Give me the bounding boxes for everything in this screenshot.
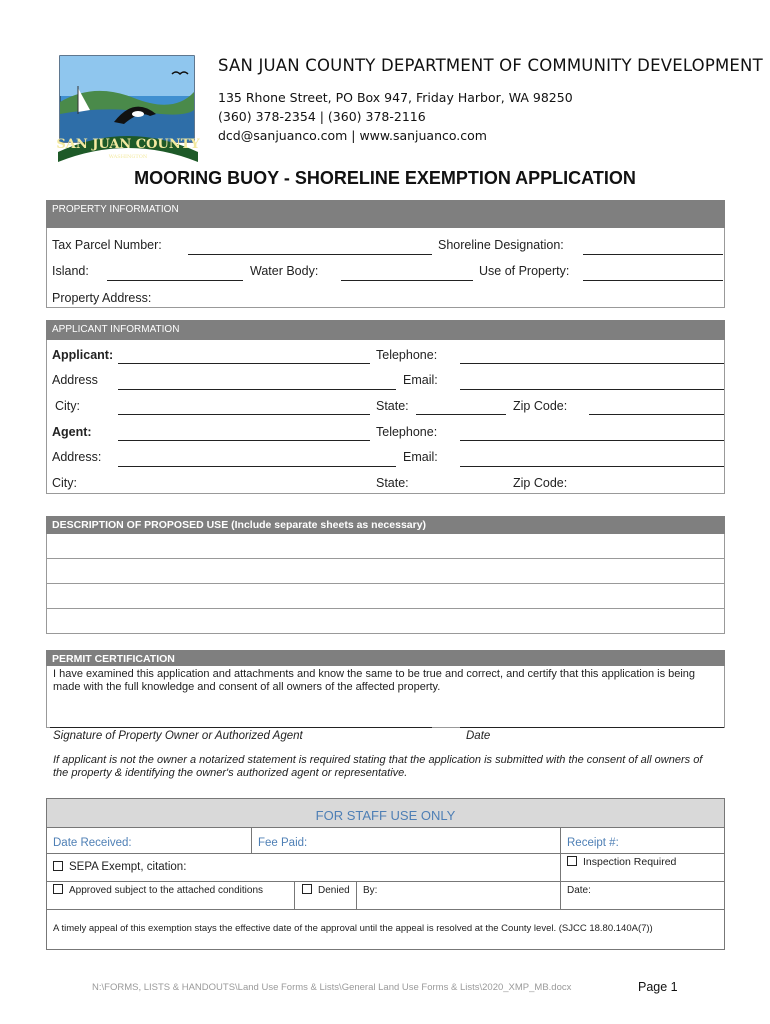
applicant-section-header: APPLICANT INFORMATION (46, 320, 725, 340)
approved-label: Approved subject to the attached conditions (69, 885, 264, 896)
date-line[interactable] (460, 727, 724, 728)
staff-vdivider-3 (294, 881, 295, 909)
signature-line[interactable] (50, 727, 432, 728)
property-section-header: PROPERTY INFORMATION (46, 200, 725, 228)
seal-text: SAN JUAN COUNTY (56, 137, 200, 152)
org-contact: dcd@sanjuanco.com | www.sanjuanco.com (218, 128, 487, 143)
email-field[interactable] (460, 389, 724, 390)
agent-telephone-field[interactable] (460, 440, 724, 441)
shoreline-label: Shoreline Designation: (438, 238, 564, 252)
staff-vdivider-2 (560, 827, 561, 881)
state-label: State: (376, 399, 409, 413)
org-phones: (360) 378-2354 | (360) 378-2116 (218, 109, 426, 124)
sepa-row[interactable] (53, 861, 186, 873)
description-line-3 (46, 608, 725, 609)
agent-email-field[interactable] (460, 466, 724, 467)
seal-subtext: WASHINGTON (108, 154, 148, 160)
city-label: City: (55, 399, 80, 413)
approved-row[interactable] (53, 884, 263, 896)
denied-row[interactable] (302, 884, 350, 896)
sepa-checkbox[interactable] (53, 861, 63, 871)
denied-checkbox[interactable] (302, 884, 312, 894)
tax-parcel-field[interactable] (188, 254, 432, 255)
denied-label: Denied (318, 885, 350, 896)
sepa-label: SEPA Exempt, citation: (69, 861, 187, 873)
fee-paid-label: Fee Paid: (258, 837, 308, 849)
inspection-label: Inspection Required (583, 856, 677, 868)
description-box[interactable] (46, 534, 725, 634)
use-field[interactable] (583, 280, 723, 281)
agent-address-field[interactable] (118, 466, 396, 467)
inspection-row[interactable] (567, 856, 676, 868)
agent-field[interactable] (118, 440, 370, 441)
shoreline-field[interactable] (583, 254, 723, 255)
agent-label: Agent: (52, 425, 92, 439)
staff-divider-4 (46, 909, 725, 910)
water-body-label: Water Body: (250, 264, 319, 278)
staff-divider-3 (46, 881, 725, 882)
certification-section-header: PERMIT CERTIFICATION (46, 650, 725, 666)
by-label: By: (363, 885, 378, 896)
agent-telephone-label: Telephone: (376, 425, 438, 439)
receipt-label: Receipt #: (567, 837, 619, 849)
island-field[interactable] (107, 280, 243, 281)
org-name: SAN JUAN COUNTY DEPARTMENT OF COMMUNITY DEVELOPMENT (218, 56, 763, 75)
agent-zip-label: Zip Code: (513, 476, 568, 490)
agent-city-label: City: (52, 476, 77, 490)
email-label: Email: (403, 373, 438, 387)
date-received-label: Date Received: (53, 837, 132, 849)
agent-email-label: Email: (403, 450, 438, 464)
inspection-checkbox[interactable] (567, 856, 577, 866)
staff-divider-2 (46, 853, 725, 854)
telephone-field[interactable] (460, 363, 724, 364)
footer-path: N:\FORMS, LISTS & HANDOUTS\Land Use Forms & Lists\General Land Use Forms & Lists\2020_XMP_MB.docx (92, 982, 572, 993)
telephone-label: Telephone: (376, 348, 438, 362)
org-address: 135 Rhone Street, PO Box 947, Friday Harbor, WA 98250 (218, 90, 573, 105)
staff-divider-1 (46, 827, 725, 828)
applicant-label: Applicant: (52, 348, 114, 362)
zip-label: Zip Code: (513, 399, 568, 413)
description-line-2 (46, 583, 725, 584)
appeal-note: A timely appeal of this exemption stays the effective date of the approval until the appeal is resolved at the County level. (SJCC 18.80.140A(7)) (53, 923, 653, 934)
property-address-field[interactable] (200, 290, 724, 307)
applicant-field[interactable] (118, 363, 370, 364)
county-seal-logo (54, 52, 202, 164)
page-title: MOORING BUOY - SHORELINE EXEMPTION APPLICATION (134, 168, 636, 188)
property-address-label: Property Address: (52, 291, 152, 305)
staff-vdivider-1 (251, 827, 252, 853)
staff-title: FOR STAFF USE ONLY (315, 808, 456, 823)
staff-vdivider-4 (356, 881, 357, 909)
date-label: Date (466, 730, 491, 742)
island-label: Island: (52, 264, 89, 278)
tax-parcel-label: Tax Parcel Number: (52, 238, 162, 252)
signature-label: Signature of Property Owner or Authorized Agent (53, 730, 303, 742)
approved-checkbox[interactable] (53, 884, 63, 894)
zip-field[interactable] (589, 414, 724, 415)
notarized-note: If applicant is not the owner a notarized statement is required stating that the application is submitted with the consent of all owners of the property & identifying the owner's authorized agent or representative. (53, 754, 703, 779)
certification-statement: I have examined this application and attachments and know the same to be true and correct, and certify that this application is being made with the full knowledge and consent of all owners of the affected property. (53, 668, 696, 693)
description-line-1 (46, 558, 725, 559)
state-field[interactable] (416, 414, 506, 415)
staff-vdivider-5 (560, 881, 561, 909)
address-label: Address (52, 373, 98, 387)
address-field[interactable] (118, 389, 396, 390)
use-label: Use of Property: (479, 264, 570, 278)
description-section-header: DESCRIPTION OF PROPOSED USE (Include separate sheets as necessary) (46, 516, 725, 534)
city-field[interactable] (118, 414, 370, 415)
water-body-field[interactable] (341, 280, 473, 281)
page-number: Page 1 (638, 980, 678, 994)
staff-date-label: Date: (567, 885, 591, 896)
agent-state-label: State: (376, 476, 409, 490)
agent-address-label: Address: (52, 450, 102, 464)
